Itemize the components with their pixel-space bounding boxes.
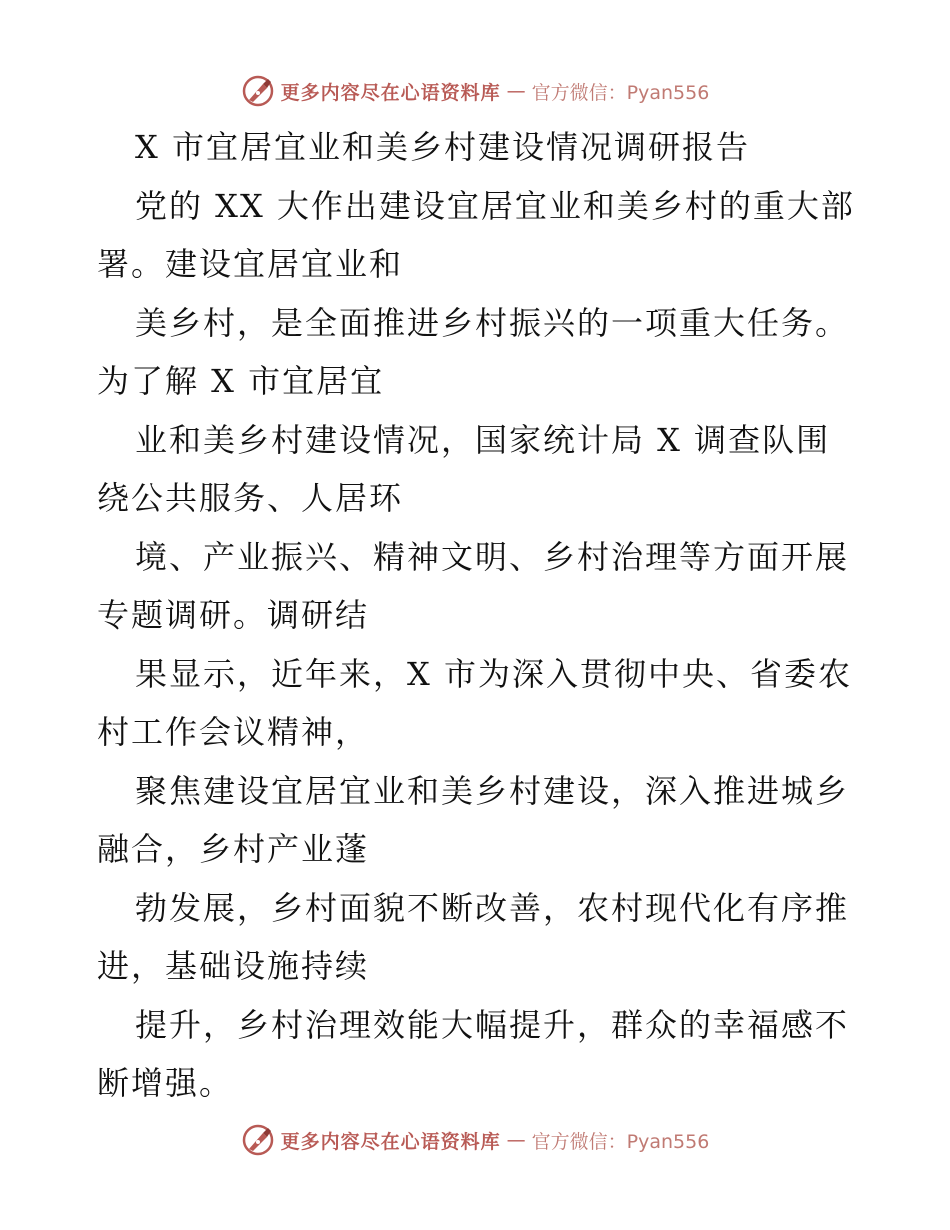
document-body (97, 118, 857, 1113)
paragraph-line: 署。建设宜居宜业和 (97, 245, 404, 283)
paragraph-line: 提升，乡村治理效能大幅提升，群众的幸福感不 (135, 1005, 850, 1044)
paragraph-line: 勃发展，乡村面貌不断改善，农村现代化有序推 (135, 888, 850, 927)
document-title: X 市宜居宜业和美乡村建设情况调研报告 (135, 128, 750, 166)
paragraph-line: 融合，乡村产业蓬 (97, 830, 370, 868)
paragraph-line: 美乡村，是全面推进乡村振兴的一项重大任务。 (135, 303, 850, 342)
paragraph-line: 进，基础设施持续 (97, 947, 370, 985)
paragraph-line: 境、产业振兴、精神文明、乡村治理等方面开展 (135, 537, 850, 576)
paragraph-line: 为了解 X 市宜居宜 (97, 362, 385, 400)
pen-nib-logo-icon (241, 74, 275, 108)
banner-contact-text: 官方微信：Pyan556 (531, 1130, 710, 1153)
paragraph-line: 断增强。 (97, 1064, 234, 1102)
header-watermark-banner (0, 71, 950, 111)
pen-nib-logo-icon (241, 1123, 275, 1157)
banner-separator: — (506, 80, 526, 102)
footer-watermark-banner (0, 1120, 950, 1160)
paragraph-line: 业和美乡村建设情况，国家统计局 X 调查队围 (135, 420, 831, 459)
banner-site-text: 更多内容尽在心语资料库 (280, 81, 501, 104)
paragraph-line: 聚焦建设宜居宜业和美乡村建设，深入推进城乡 (135, 771, 850, 810)
paragraph-line: 专题调研。调研结 (97, 596, 370, 634)
banner-separator: — (506, 1129, 526, 1151)
paragraph-line: 党的 XX 大作出建设宜居宜业和美乡村的重大部 (135, 186, 855, 225)
paragraph-line: 果显示，近年来，X 市为深入贯彻中央、省委农 (135, 654, 852, 693)
paragraph-line: 村工作会议精神， (97, 713, 370, 751)
paragraph-line: 绕公共服务、人居环 (97, 479, 404, 517)
banner-contact-text: 官方微信：Pyan556 (531, 81, 710, 104)
banner-site-text: 更多内容尽在心语资料库 (280, 1130, 501, 1153)
